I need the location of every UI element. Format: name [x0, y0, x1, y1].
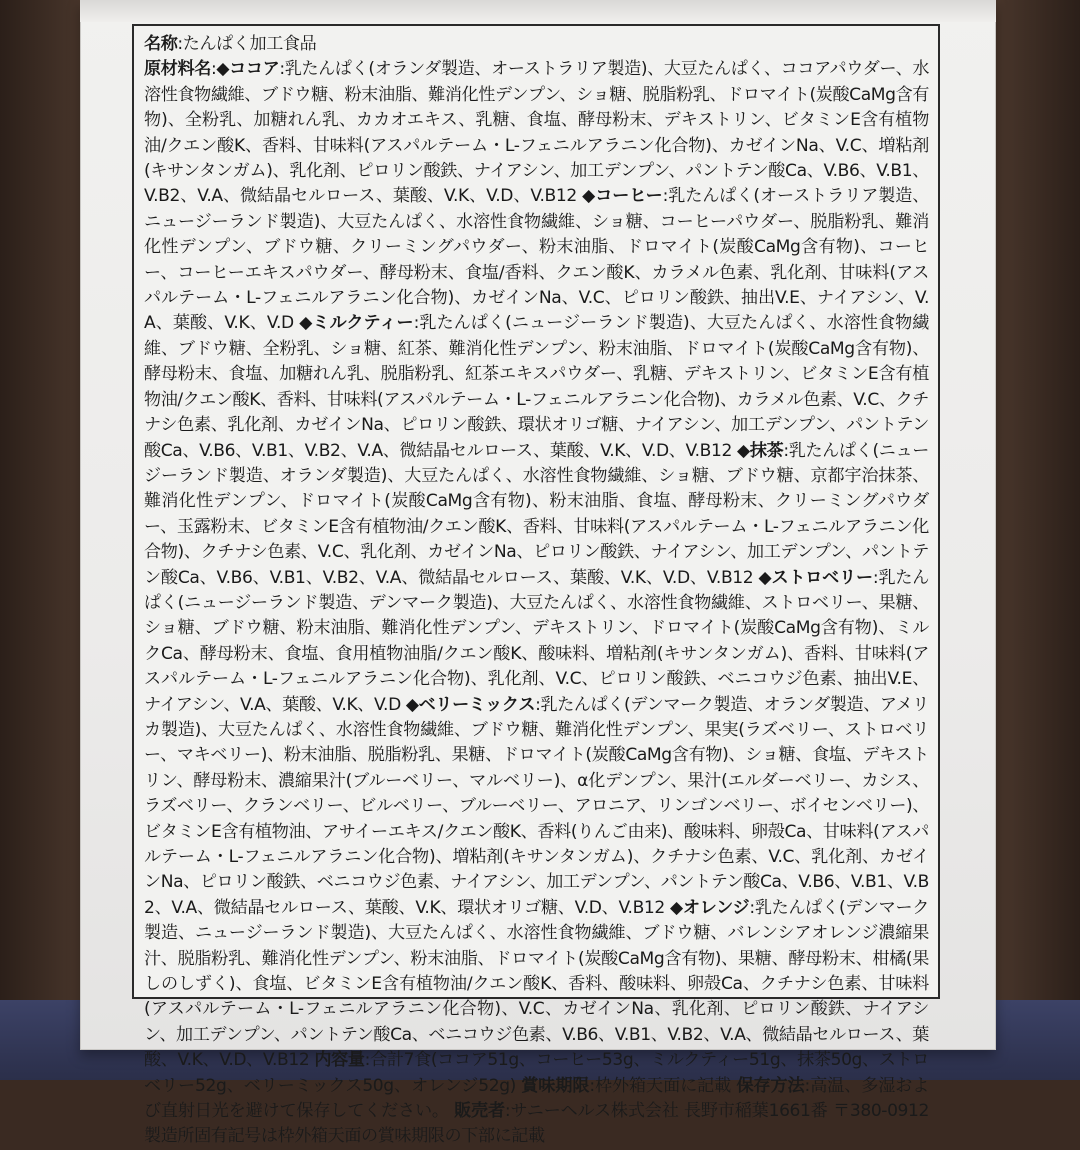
storage-heading: 保存方法	[736, 1075, 805, 1096]
content-value: :合計7食(ココア51g、コーヒー53g、ミルクティー51g、抹茶50g、ストロベリー52g、ベリーミックス50g、オレンジ52g)	[144, 1050, 929, 1096]
orange-heading: ◆オレンジ	[670, 897, 750, 918]
cocoa-ingredients: :乳たんぱく(オランダ製造、オーストラリア製造)、大豆たんぱく、ココアパウダー、水溶性食物繊維、ブドウ糖、粉末油脂、難消化性デンプン、ショ糖、脱脂粉乳、ドロマイト(炭酸CaMg含有物)、全粉乳、加糖れん乳、カカオエキス、乳糖、食塩、酵母粉末、デキストリン、ビタミンE含有植物油/クエン酸K、香料、甘味料(アスパルテーム・L-フェニルアラニン化合物)、カゼインNa、V.C、増粘剤(キサンタンガム)、乳化剤、ピロリン酸鉄、ナイアシン、加工デンプン、パントテン酸Ca、V.B6、V.B1、V.B2、V.A、微結晶セルロース、葉酸、V.K、V.D、V.B12	[144, 59, 930, 207]
matcha-heading: ◆抹茶	[737, 440, 784, 461]
box-top-edge	[80, 0, 996, 22]
expiry-value: :枠外箱天面に記載	[589, 1075, 732, 1096]
milktea-heading: ◆ミルクティー	[299, 313, 414, 334]
matcha-ingredients: :乳たんぱく(ニュージーランド製造、オランダ製造)、大豆たんぱく、水溶性食物繊維、ショ糖、ブドウ糖、京都宇治抹茶、難消化性デンプン、ドロマイト(炭酸CaMg含有物)、粉末油脂、食塩、酵母粉末、クリーミングパウダー、玉露粉末、ビタミンE含有植物油/クエン酸K、香料、甘味料(アスパルテーム・L-フェニルアラニン化合物)、クチナシ色素、V.C、乳化剤、カゼインNa、ピロリン酸鉄、ナイアシン、加工デンプン、パントテン酸Ca、V.B6、V.B1、V.B2、V.A、微結晶セルロース、葉酸、V.K、V.D、V.B12	[144, 440, 929, 588]
expiry-heading: 賞味期限	[521, 1075, 590, 1096]
strawberry-heading: ◆ストロベリー	[758, 567, 873, 588]
raw-materials-colon: :	[210, 59, 217, 80]
seller-heading: 販売者	[454, 1101, 505, 1122]
name-heading: 名称	[144, 34, 178, 54]
ingredient-label	[132, 24, 940, 1147]
berry-mix-ingredients: :乳たんぱく(デンマーク製造、オランダ製造、アメリカ製造)、大豆たんぱく、水溶性食物繊維、ブドウ糖、難消化性デンプン、果実(ラズベリー、ストロベリー、マキベリー)、粉末油脂、脱脂粉乳、果糖、ドロマイト(炭酸CaMg含有物)、ショ糖、食塩、デキストリン、酵母粉末、濃縮果汁(ブルーベリー、マルベリー)、α化デンプン、果汁(エルダーベリー、カシス、ラズベリー、クランベリー、ビルベリー、ブルーベリー、アロニア、リンゴンベリー、ボイセンベリー)、ビタミンE含有植物油、アサイーエキス/クエン酸K、香料(りんご由来)、酸味料、卵殻Ca、甘味料(アスパルテーム・L-フェニルアラニン化合物)、増粘剤(キサンタンガム)、クチナシ色素、V.C、乳化剤、カゼインNa、ピロリン酸鉄、ベニコウジ色素、ナイアシン、加工デンプン、パントテン酸Ca、V.B6、V.B1、V.B2、V.A、微結晶セルロース、葉酸、V.K、環状オリゴ糖、V.D、V.B12	[144, 694, 929, 918]
content-heading: 内容量	[314, 1050, 365, 1071]
seller-value: :サニーヘルス株式会社 長野市稲葉1661番 〒380-0912 製造所固有記号は枠外箱天面の賞味期限の下部に記載	[144, 1101, 929, 1147]
cocoa-heading: ◆ココア	[216, 59, 280, 80]
milktea-ingredients: :乳たんぱく(ニュージーランド製造)、大豆たんぱく、水溶性食物繊維、ブドウ糖、全粉乳、ショ糖、紅茶、難消化性デンプン、粉末油脂、ドロマイト(炭酸CaMg含有物)、酵母粉末、食塩、加糖れん乳、脱脂粉乳、紅茶エキスパウダー、乳糖、デキストリン、ビタミンE含有植物油/クエン酸K、香料、甘味料(アスパルテーム・L-フェニルアラニン化合物)、カラメル色素、V.C、クチナシ色素、乳化剤、カゼインNa、ピロリン酸鉄、環状オリゴ糖、ナイアシン、加工デンプン、パントテン酸Ca、V.B6、V.B1、V.B2、V.A、微結晶セルロース、葉酸、V.K、V.D、V.B12	[144, 313, 929, 461]
coffee-heading: ◆コーヒー	[582, 186, 663, 207]
orange-ingredients: :乳たんぱく(デンマーク製造、ニュージーランド製造)、大豆たんぱく、水溶性食物繊維、ブドウ糖、バレンシアオレンジ濃縮果汁、脱脂粉乳、難消化性デンプン、粉末油脂、ドロマイト(炭酸CaMg含有物)、果糖、酵母粉末、柑橘(果しのしずく)、食塩、ビタミンE含有植物油/クエン酸K、香料、酸味料、卵殻Ca、クチナシ色素、甘味料(アスパルテーム・L-フェニルアラニン化合物)、V.C、カゼインNa、乳化剤、ピロリン酸鉄、ナイアシン、加工デンプン、パントテン酸Ca、ベニコウジ色素、V.B6、V.B1、V.B2、V.A、微結晶セルロース、葉酸、V.K、V.D、V.B12	[144, 897, 929, 1071]
storage-value: :高温、多湿および直射日光を避けて保存してください。	[144, 1075, 929, 1122]
name-value: :たんぱく加工食品	[177, 34, 317, 54]
berry-mix-heading: ◆ベリーミックス	[405, 694, 536, 715]
label-text	[144, 32, 929, 1150]
coffee-ingredients: :乳たんぱく(オーストラリア製造、ニュージーランド製造)、大豆たんぱく、水溶性食物繊維、ショ糖、コーヒーパウダー、脱脂粉乳、難消化性デンプン、ブドウ糖、クリーミングパウダー、粉末油脂、ドロマイト(炭酸CaMg含有物)、コーヒー、コーヒーエキスパウダー、酵母粉末、食塩/香料、クエン酸K、カラメル色素、乳化剤、甘味料(アスパルテーム・L-フェニルアラニン化合物)、カゼインNa、V.C、ピロリン酸鉄、抽出V.E、ナイアシン、V.A、葉酸、V.K、V.D	[144, 186, 929, 334]
raw-materials-heading: 原材料名	[144, 59, 211, 80]
strawberry-ingredients: :乳たんぱく(ニュージーランド製造、デンマーク製造)、大豆たんぱく、水溶性食物繊維、ストロベリー、果糖、ショ糖、ブドウ糖、粉末油脂、難消化性デンプン、デキストリン、ドロマイト(炭酸CaMg含有物)、ミルクCa、酵母粉末、食塩、食用植物油脂/クエン酸K、酸味料、増粘剤(キサンタンガム)、香料、甘味料(アスパルテーム・L-フェニルアラニン化合物)、乳化剤、V.C、ピロリン酸鉄、ベニコウジ色素、抽出V.E、ナイアシン、V.A、葉酸、V.K、V.D	[144, 567, 929, 715]
